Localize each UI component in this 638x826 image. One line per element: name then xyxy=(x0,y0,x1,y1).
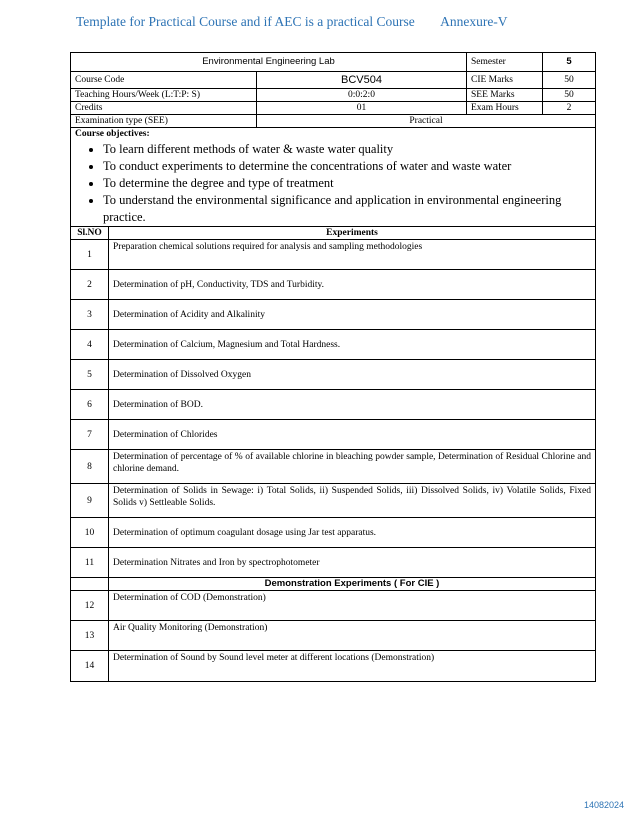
experiments-body xyxy=(71,240,596,578)
experiment-description: Preparation chemical solutions required for analysis and sampling methodologies xyxy=(109,240,596,270)
demo-experiments-heading: Demonstration Experiments ( For CIE ) xyxy=(109,578,596,591)
experiment-number: 7 xyxy=(71,420,109,450)
cie-marks-value: 50 xyxy=(543,72,596,89)
exam-type-value: Practical xyxy=(257,115,596,128)
hours-row xyxy=(71,89,596,102)
see-marks-label: SEE Marks xyxy=(467,89,543,102)
document-code: 14082024 xyxy=(583,800,624,810)
exam-type-row xyxy=(71,115,596,128)
credits-label: Credits xyxy=(71,102,257,115)
experiment-description: Determination Nitrates and Iron by spectrophotometer xyxy=(109,548,596,578)
experiment-row xyxy=(71,240,596,270)
experiment-description: Determination of optimum coagulant dosage using Jar test apparatus. xyxy=(109,518,596,548)
experiments-header-row xyxy=(71,227,596,240)
exam-hours-label: Exam Hours xyxy=(467,102,543,115)
teaching-hours-label: Teaching Hours/Week (L:T:P: S) xyxy=(71,89,257,102)
course-title: Environmental Engineering Lab xyxy=(71,53,467,72)
demo-experiments-body xyxy=(71,591,596,682)
objectives-list xyxy=(75,141,591,226)
experiment-description: Determination of percentage of % of available chlorine in bleaching powder sample, Determination of Residual Chlorine and chlorine demand. xyxy=(109,450,596,484)
credits-value: 01 xyxy=(257,102,467,115)
experiment-number: 12 xyxy=(71,591,109,621)
experiment-row xyxy=(71,390,596,420)
experiment-number: 10 xyxy=(71,518,109,548)
experiment-row xyxy=(71,484,596,518)
experiment-row xyxy=(71,621,596,651)
demo-header-blank xyxy=(71,578,109,591)
experiment-row xyxy=(71,450,596,484)
cie-marks-label: CIE Marks xyxy=(467,72,543,89)
page-header xyxy=(76,14,508,30)
template-title: Template for Practical Course and if AEC is a practical Course xyxy=(76,14,415,29)
sl-no-header: Sl.NO xyxy=(71,227,109,240)
experiment-description: Determination of Solids in Sewage: i) Total Solids, ii) Suspended Solids, iii) Dissolved Solids, iv) Volatile Solids, Fixed Solids v) Settleable Solids. xyxy=(109,484,596,518)
course-objectives xyxy=(71,128,596,227)
title-row xyxy=(71,53,596,72)
objective-item: • To understand the environmental significance and application in environmental engineering practice. xyxy=(103,192,591,226)
experiment-number: 3 xyxy=(71,300,109,330)
objectives-heading: Course objectives: xyxy=(75,129,150,139)
exam-type-label: Examination type (SEE) xyxy=(71,115,257,128)
experiment-row xyxy=(71,360,596,390)
experiment-number: 2 xyxy=(71,270,109,300)
experiment-description: Determination of Acidity and Alkalinity xyxy=(109,300,596,330)
experiment-number: 11 xyxy=(71,548,109,578)
experiment-description: Determination of COD (Demonstration) xyxy=(109,591,596,621)
teaching-hours-value: 0:0:2:0 xyxy=(257,89,467,102)
experiment-row xyxy=(71,518,596,548)
experiment-number: 8 xyxy=(71,450,109,484)
experiment-description: Determination of Chlorides xyxy=(109,420,596,450)
objective-item: • To learn different methods of water & waste water quality xyxy=(103,141,591,158)
experiment-number: 5 xyxy=(71,360,109,390)
experiment-description: Air Quality Monitoring (Demonstration) xyxy=(109,621,596,651)
experiment-row xyxy=(71,420,596,450)
semester-label: Semester xyxy=(467,53,543,72)
credits-row xyxy=(71,102,596,115)
objective-item: • To conduct experiments to determine the concentrations of water and waste water xyxy=(103,158,591,175)
experiment-number: 6 xyxy=(71,390,109,420)
experiment-row xyxy=(71,330,596,360)
experiment-row xyxy=(71,300,596,330)
objectives-row xyxy=(71,128,596,227)
course-code-label: Course Code xyxy=(71,72,257,89)
experiment-number: 4 xyxy=(71,330,109,360)
experiment-description: Determination of Sound by Sound level meter at different locations (Demonstration) xyxy=(109,651,596,682)
experiment-description: Determination of BOD. xyxy=(109,390,596,420)
demo-header-row xyxy=(71,578,596,591)
experiment-description: Determination of Calcium, Magnesium and Total Hardness. xyxy=(109,330,596,360)
see-marks-value: 50 xyxy=(543,89,596,102)
experiment-number: 13 xyxy=(71,621,109,651)
experiment-row xyxy=(71,270,596,300)
experiment-row xyxy=(71,651,596,682)
annexure-label: Annexure-V xyxy=(440,14,508,29)
experiment-description: Determination of pH, Conductivity, TDS and Turbidity. xyxy=(109,270,596,300)
syllabus-table xyxy=(70,52,596,682)
experiments-header: Experiments xyxy=(109,227,596,240)
experiment-row xyxy=(71,591,596,621)
experiment-row xyxy=(71,548,596,578)
exam-hours-value: 2 xyxy=(543,102,596,115)
course-code-row xyxy=(71,72,596,89)
experiment-description: Determination of Dissolved Oxygen xyxy=(109,360,596,390)
experiment-number: 9 xyxy=(71,484,109,518)
semester-value: 5 xyxy=(543,53,596,72)
objective-item: • To determine the degree and type of treatment xyxy=(103,175,591,192)
course-code-value: BCV504 xyxy=(257,72,467,89)
experiment-number: 1 xyxy=(71,240,109,270)
experiment-number: 14 xyxy=(71,651,109,682)
